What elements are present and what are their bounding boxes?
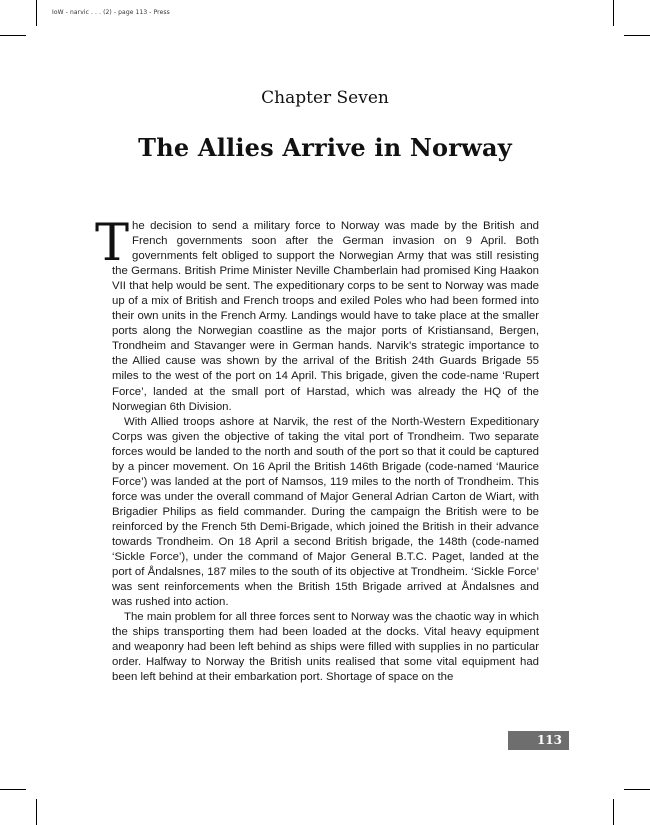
crop-mark-bottom-left-h [0, 789, 26, 790]
chapter-label: Chapter Seven [261, 88, 389, 108]
paragraph-3: The main problem for all three forces sent to Norway was the chaotic way in which the ships transporting them had been loaded at the docks. Vital heavy equipment and weaponry had been left behind as ships were filled with supplies in no particular order. Halfway to Norway the British units realised that some vital equipment had been left behind at their embarkation port. Shortage of space on the [112, 611, 539, 684]
body-text [95, 214, 539, 685]
crop-mark-top-right-h [624, 35, 650, 36]
crop-mark-bottom-right-h [624, 789, 650, 790]
crop-mark-top-right [613, 0, 614, 26]
paragraph-2: With Allied troops ashore at Narvik, the rest of the North-Western Expeditionary Corps was given the objective of taking the vital port of Trondheim. Two separate forces would be landed to the north and south of the port so that it could be captured by a pincer movement. On 16 April the British 146th Brigade (code-named ‘Maurice Force’) was landed at the port of Namsos, 119 miles to the north of Trondheim. This force was under the overall command of Major General Adrian Carton de Wiart, with Brigadier Philips as field commander. During the campaign the British were to be reinforced by the French 5th Demi-Brigade, which joined the British in their advance towards Trondheim. On 18 April a second British brigade, the 148th (code-named ‘Sickle Force’), under the command of Major General B.T.C. Paget, landed at the port of Åndalsnes, 187 miles to the south of its objective at Trondheim. ‘Sickle Force’ was sent reinforcements when the British 15th Brigade arrived at Åndalsnes and was rushed into action. [112, 415, 539, 609]
paragraph-1-text: he decision to send a military force to Norway was made by the British and French governments soon after the German invasion on 9 April. Both governments felt obliged to support the Norwegian Army that was still resisting the Germans. British Prime Minister Neville Chamberlain had promised King Haakon VII that help would be sent. The expeditionary corps to be sent to Norway was made up of a mix of British and French troops and exiled Poles who had been formed into their own units in the French Army. Landings would have to take place at the smaller ports along the Norwegian coastline as the major ports of Kristiansand, Bergen, Trondheim and Stavanger were in German hands. Narvik’s strategic importance to the Allied cause was shown by the arrival of the British 24th Guards Brigade 55 miles to the west of the port on 14 April. This brigade, given the code-name ‘Rupert Force’, landed at the small port of Harstad, which was already the HQ of the Norwegian 6th Division. [112, 220, 539, 413]
crop-mark-top-left [36, 0, 37, 26]
crop-mark-top-left-h [0, 35, 26, 36]
drop-cap: T [95, 214, 130, 273]
page-number: 113 [508, 731, 569, 750]
chapter-title: The Allies Arrive in Norway [138, 133, 512, 162]
crop-mark-bottom-left [36, 799, 37, 825]
paragraph-1 [95, 214, 539, 415]
crop-mark-bottom-right [613, 799, 614, 825]
print-slug: IoW - narvic . . . (2) - page 113 - Press [52, 9, 170, 16]
